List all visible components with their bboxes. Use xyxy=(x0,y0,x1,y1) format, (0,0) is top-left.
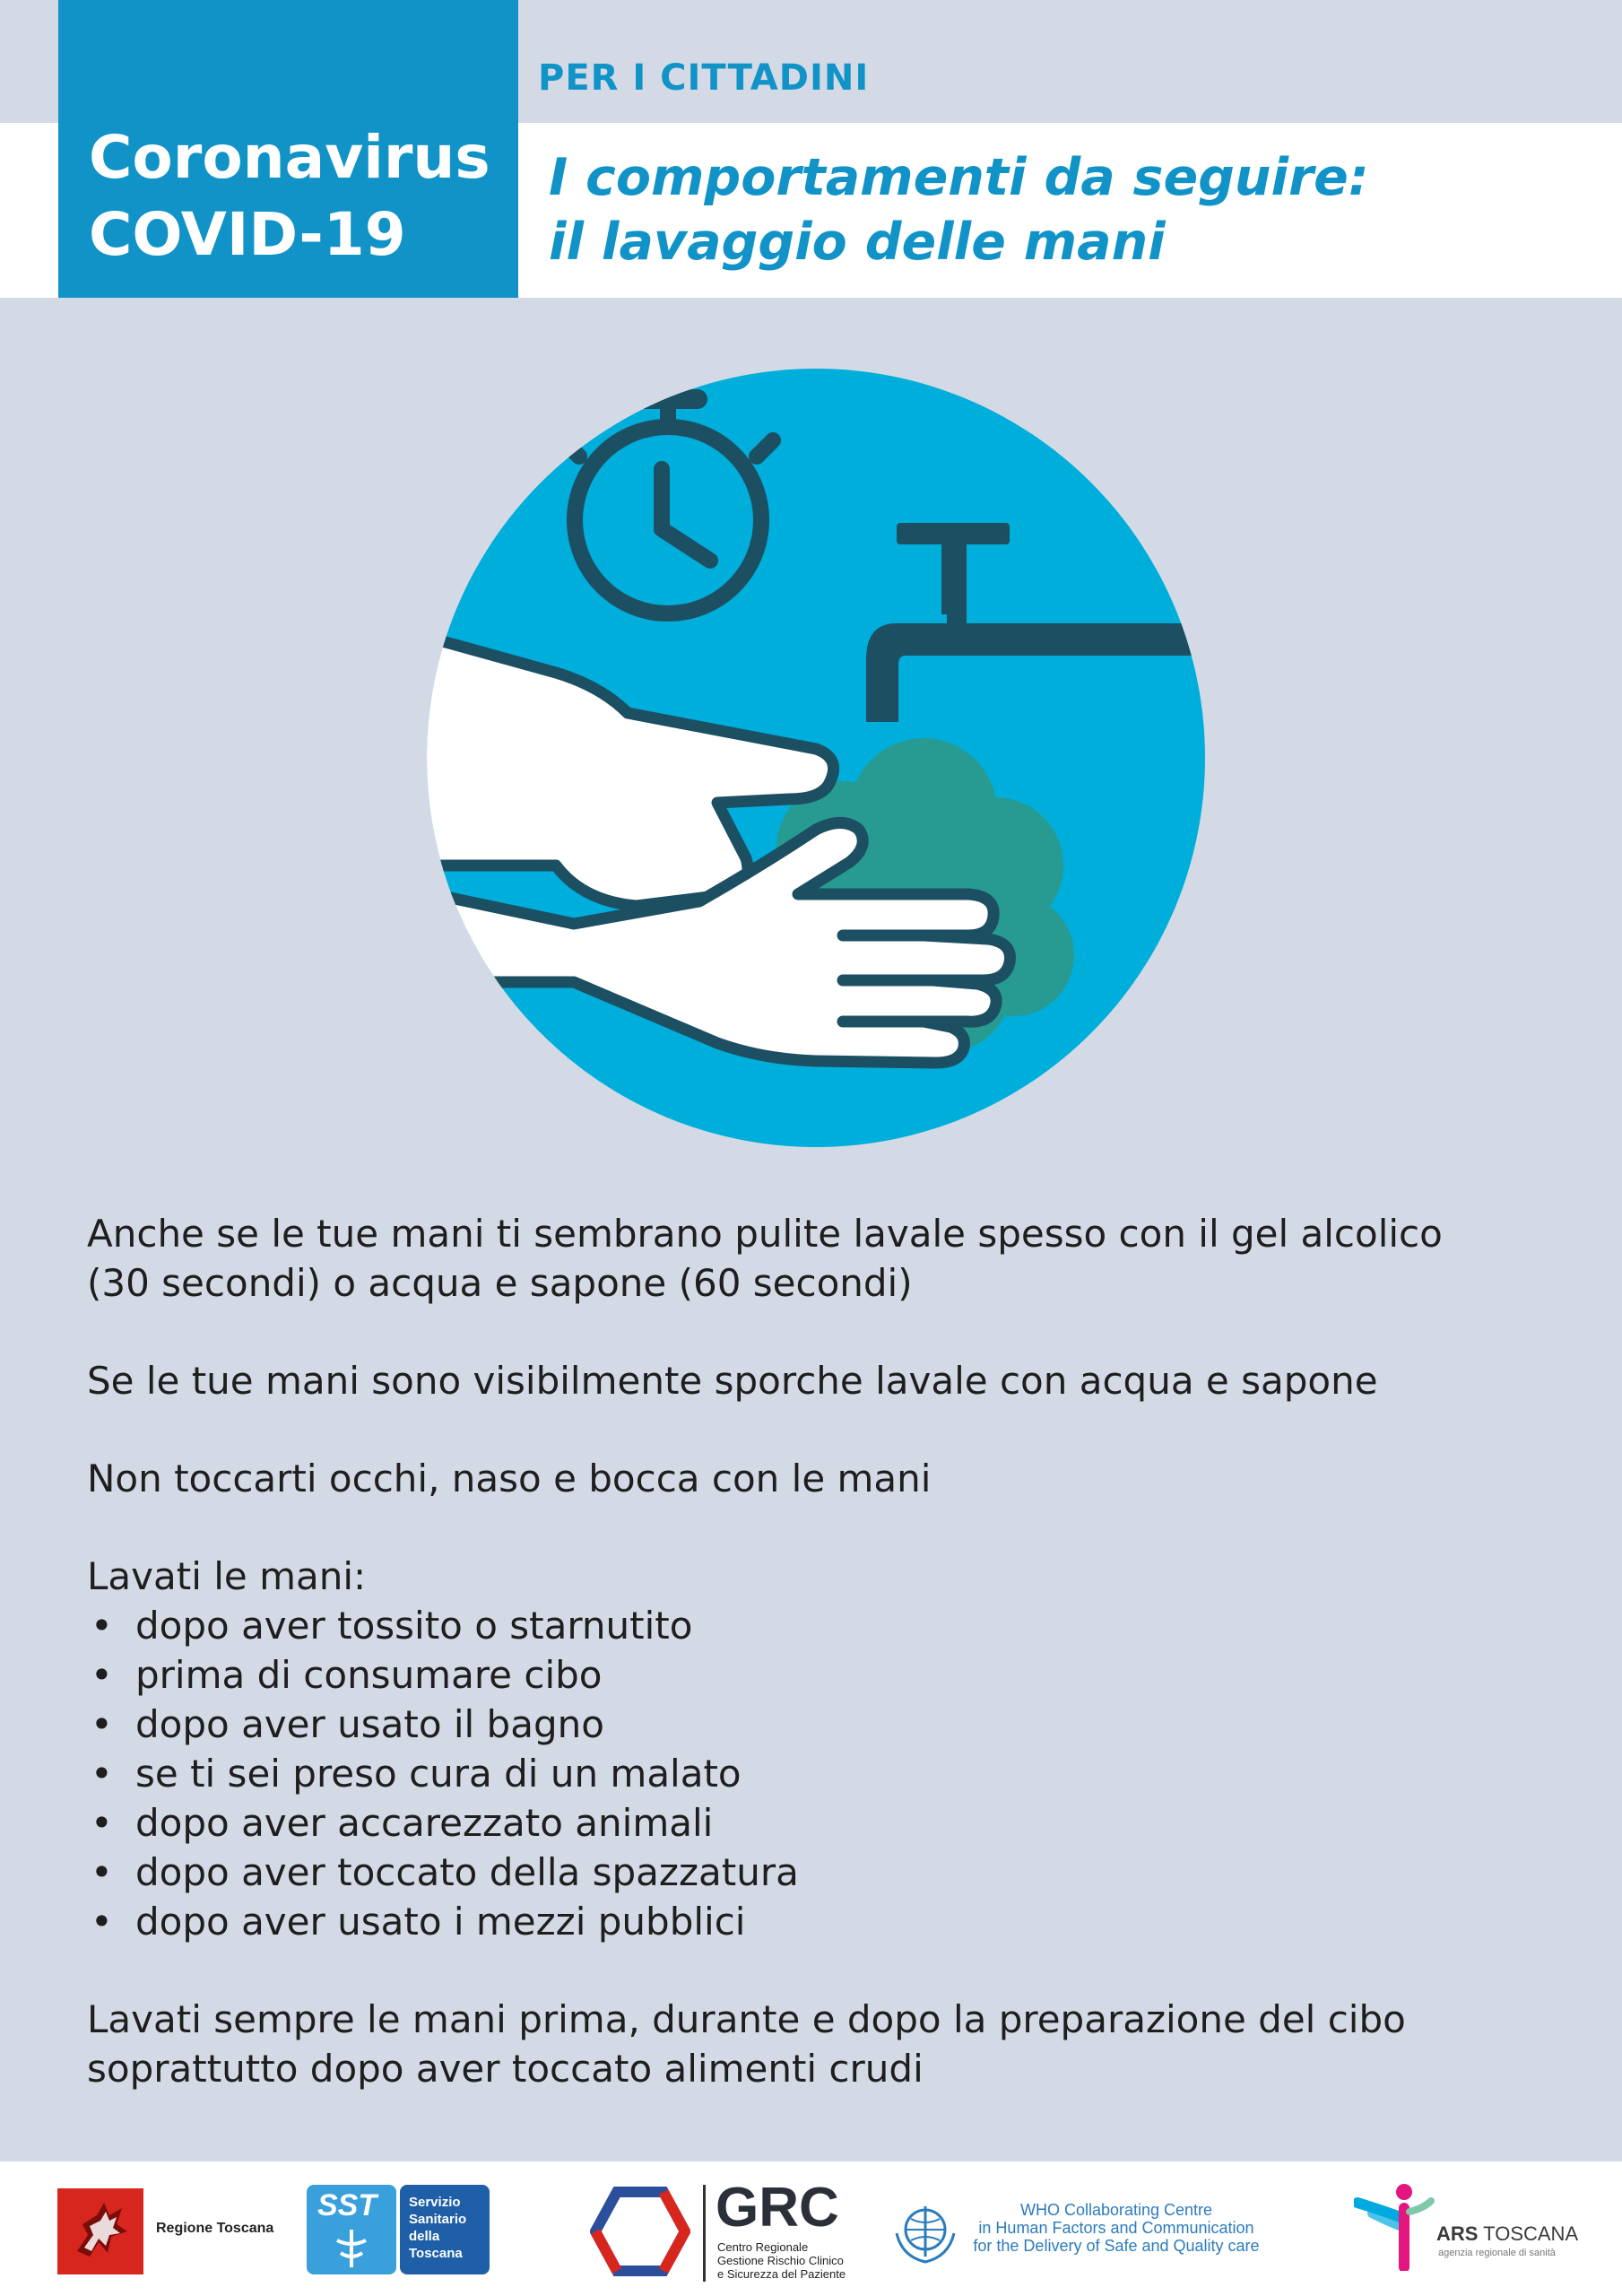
regione-toscana-logo xyxy=(57,2187,291,2276)
sst-badge-text: SST xyxy=(317,2188,377,2222)
audience-label: PER I CITTADINI xyxy=(538,57,870,99)
grc-logo xyxy=(590,2177,877,2284)
paragraph-no-touch xyxy=(87,1454,1566,1503)
list-item xyxy=(87,1650,1566,1700)
paragraph-gel-line-1: Anche se le tue mani ti sembrano pulite lavale spesso con il gel alcolico xyxy=(87,1212,1443,1256)
wash-list xyxy=(87,1601,1566,1946)
sst-name-box xyxy=(400,2185,490,2274)
title-line-2: il lavaggio delle mani xyxy=(549,213,1166,272)
bullet: • xyxy=(91,1850,113,1894)
paragraph-food xyxy=(87,1995,1566,2093)
grc-hexagon-icon xyxy=(590,2187,690,2276)
brand-box xyxy=(58,0,518,298)
paragraph-food-line-2: soprattutto dopo aver toccato alimenti crudi xyxy=(87,2047,924,2091)
handwashing-illustration xyxy=(421,363,1210,1152)
list-item xyxy=(87,1601,1566,1650)
title-line-1: I comportamenti da seguire: xyxy=(549,148,1369,207)
paragraph-gel-line-2: (30 secondi) o acqua e sapone (60 secondi) xyxy=(87,1261,913,1305)
paragraph-food-line-1: Lavati sempre le mani prima, durante e dopo la preparazione del cibo xyxy=(87,1997,1406,2041)
bullet: • xyxy=(91,1702,113,1746)
sst-badge xyxy=(307,2185,396,2274)
grc-line-1: Centro Regionale xyxy=(717,2240,809,2254)
ars-figure-icon xyxy=(1354,2181,1435,2271)
who-line-1: WHO Collaborating Centre xyxy=(1019,2201,1213,2219)
list-item xyxy=(87,1749,1566,1798)
regione-toscana-label: Regione Toscana xyxy=(156,2221,274,2236)
wash-list-block xyxy=(87,1552,1566,1946)
list-item-text: dopo aver accarezzato animali xyxy=(135,1801,714,1845)
ars-label-bold: ARS xyxy=(1436,2222,1479,2245)
list-item xyxy=(87,1700,1566,1749)
list-item xyxy=(87,1798,1566,1848)
list-item-text: dopo aver usato il bagno xyxy=(135,1702,604,1746)
paragraph-dirty-hands-line: Se le tue mani sono visibilmente sporche lavale con acqua e sapone xyxy=(87,1359,1378,1403)
footer-logos xyxy=(0,2161,1622,2296)
bullet: • xyxy=(91,1752,113,1796)
list-item-text: se ti sei preso cura di un malato xyxy=(135,1752,742,1796)
grc-divider xyxy=(703,2185,706,2282)
brand-line-2: COVID-19 xyxy=(89,200,406,269)
who-emblem-icon xyxy=(891,2197,959,2266)
who-line-2: in Human Factors and Communication xyxy=(978,2219,1254,2237)
sst-line-1: Servizio xyxy=(409,2195,461,2210)
list-item-text: dopo aver tossito o starnutito xyxy=(135,1604,693,1648)
paragraph-dirty-hands xyxy=(87,1356,1566,1405)
list-item xyxy=(87,1897,1566,1946)
list-item-text: dopo aver toccato della spazzatura xyxy=(135,1850,799,1894)
page-title xyxy=(549,145,1369,274)
list-item-text: prima di consumare cibo xyxy=(135,1653,603,1697)
bullet: • xyxy=(91,1653,113,1697)
bullet: • xyxy=(91,1900,113,1944)
grc-line-2: Gestione Rischio Clinico xyxy=(717,2254,844,2267)
paragraph-no-touch-line: Non toccarti occhi, naso e bocca con le mani xyxy=(87,1457,932,1500)
grc-title: GRC xyxy=(716,2177,839,2239)
who-logo xyxy=(891,2197,1268,2269)
grc-line-3: e Sicurezza del Paziente xyxy=(717,2267,846,2281)
paragraph-gel xyxy=(87,1209,1566,1308)
bullet: • xyxy=(91,1604,113,1648)
ars-toscana-logo xyxy=(1354,2181,1587,2280)
caduceus-icon xyxy=(325,2228,378,2269)
ars-subtitle: agenzia regionale di sanità xyxy=(1438,2248,1556,2258)
bullet: • xyxy=(91,1801,113,1845)
body-text xyxy=(87,1209,1566,2142)
sst-line-2: Sanitario xyxy=(409,2212,467,2227)
pegasus-emblem-icon xyxy=(57,2188,143,2274)
ars-label-rest: TOSCANA xyxy=(1478,2222,1579,2245)
list-item-text: dopo aver usato i mezzi pubblici xyxy=(135,1900,746,1944)
sst-line-3: della xyxy=(409,2229,440,2244)
list-item xyxy=(87,1848,1566,1897)
who-line-3: for the Delivery of Safe and Quality care xyxy=(973,2237,1260,2255)
sst-logo xyxy=(307,2185,490,2274)
sst-line-4: Toscana xyxy=(409,2246,463,2261)
wash-list-intro: Lavati le mani: xyxy=(87,1554,367,1598)
brand-line-1: Coronavirus xyxy=(89,123,490,192)
